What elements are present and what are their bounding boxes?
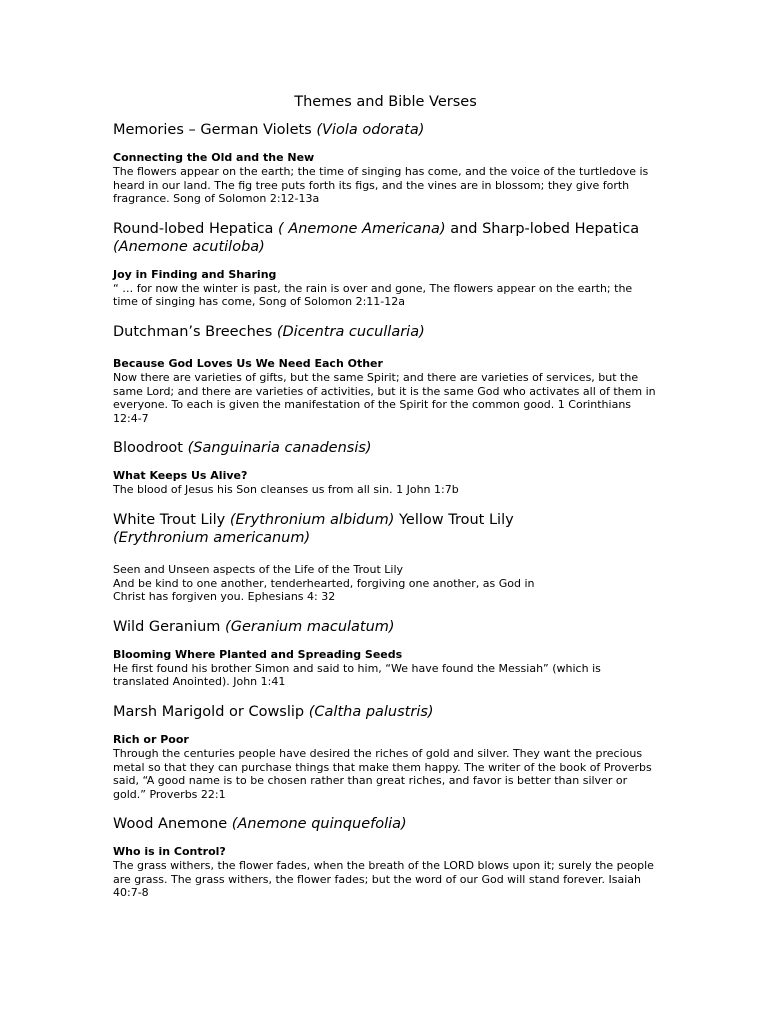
section-verse: Now there are varieties of gifts, but the same Spirit; and there are varieties of services, but the same Lord; and there are varieties of activities, but it is the same God who activates all of them in everyone. To each is given the manifestation of the Spirit for the common good. 1 Corinthians 12:4-7 [113,370,656,425]
section-heading [113,220,658,256]
section-heading [113,703,658,721]
section-wood-anemone [113,815,658,900]
section-verse-line: And be kind to one another, tenderhearted, forgiving one another, as God in [113,576,535,590]
section-theme: Blooming Where Planted and Spreading Seeds [113,647,403,661]
section-heading [113,618,658,636]
heading-latin-name: (Erythronium americanum) [113,529,311,546]
section-theme: What Keeps Us Alive? [113,469,248,483]
section-heading [113,815,658,833]
heading-latin-name: (Caltha palustris) [308,703,434,720]
section-verse: The flowers appear on the earth; the time of singing has come, and the voice of the turtledove is heard in our land. The fig tree puts forth its figs, and the vines are in blossom; they give forth fragrance. Song of Solomon 2:12-13a [113,165,649,206]
section-theme: Connecting the Old and the New [113,151,315,164]
section-heading [113,511,658,547]
heading-common-name: Wood Anemone [113,816,232,833]
section-verse-line: Christ has forgiven you. Ephesians 4: 32 [113,590,336,604]
heading-part: Yellow Trout Lily [394,511,514,528]
section-heading [113,323,658,341]
document-title: Themes and Bible Verses [294,94,477,110]
heading-latin-name: (Viola odorata) [316,122,425,138]
heading-common-name: Memories – German Violets [113,122,317,138]
heading-latin-name: (Sanguinaria canadensis) [187,440,372,457]
heading-latin-name: (Dicentra cucullaria) [276,323,425,340]
section-trout-lily [113,511,658,604]
section-heading [113,439,658,457]
section-hepatica [113,220,658,309]
section-verse: The grass withers, the flower fades, when the breath of the LORD blows upon it; surely the people are grass. The grass withers, the flower fades; but the word of our God will stand forever. Isaiah 40:7-8 [113,859,654,900]
section-verse: He first found his brother Simon and said to him, “We have found the Messiah” (which is translated Anointed). John 1:41 [113,661,601,689]
heading-common-name: Marsh Marigold or Cowslip [113,703,309,720]
section-bloodroot [113,439,658,497]
section-marsh-marigold [113,703,658,801]
section-theme: Joy in Finding and Sharing [113,267,277,281]
heading-latin-name: (Geranium maculatum) [225,618,395,635]
heading-common-name: Bloodroot [113,440,188,457]
heading-latin-name: ( Anemone Americana) [278,220,446,237]
section-verse: “ … for now the winter is past, the rain is over and gone, The flowers appear on the earth; the time of singing has come, Song of Solomon 2:11-12a [113,281,633,309]
heading-latin-name: (Erythronium albidum) [229,511,395,528]
section-heading [113,121,658,139]
heading-latin-name: (Anemone quinquefolia) [231,816,407,833]
heading-part: Round-lobed Hepatica [113,220,279,237]
section-theme: Rich or Poor [113,732,189,746]
heading-common-name: Dutchman’s Breeches [113,323,277,340]
section-theme: Who is in Control? [113,845,226,859]
heading-part: and Sharp-lobed Hepatica [445,220,640,237]
section-german-violets [113,121,658,206]
section-verse-line: Seen and Unseen aspects of the Life of the Trout Lily [113,562,404,576]
section-theme: Because God Loves Us We Need Each Other [113,356,383,370]
section-verse: Through the centuries people have desired the riches of gold and silver. They want the precious metal so that they can purchase things that make them happy. The writer of the book of Proverbs said, “A good name is to be chosen rather than great riches, and favor is better than silver or gold.” Proverbs 22:1 [113,746,652,801]
section-dutchmans-breeches [113,323,658,425]
section-verse: The blood of Jesus his Son cleanses us from all sin. 1 John 1:7b [113,483,459,497]
document-page [113,92,658,900]
heading-common-name: Wild Geranium [113,618,226,635]
section-wild-geranium [113,618,658,689]
heading-latin-name: (Anemone acutiloba) [113,238,265,255]
heading-part: White Trout Lily [113,511,230,528]
